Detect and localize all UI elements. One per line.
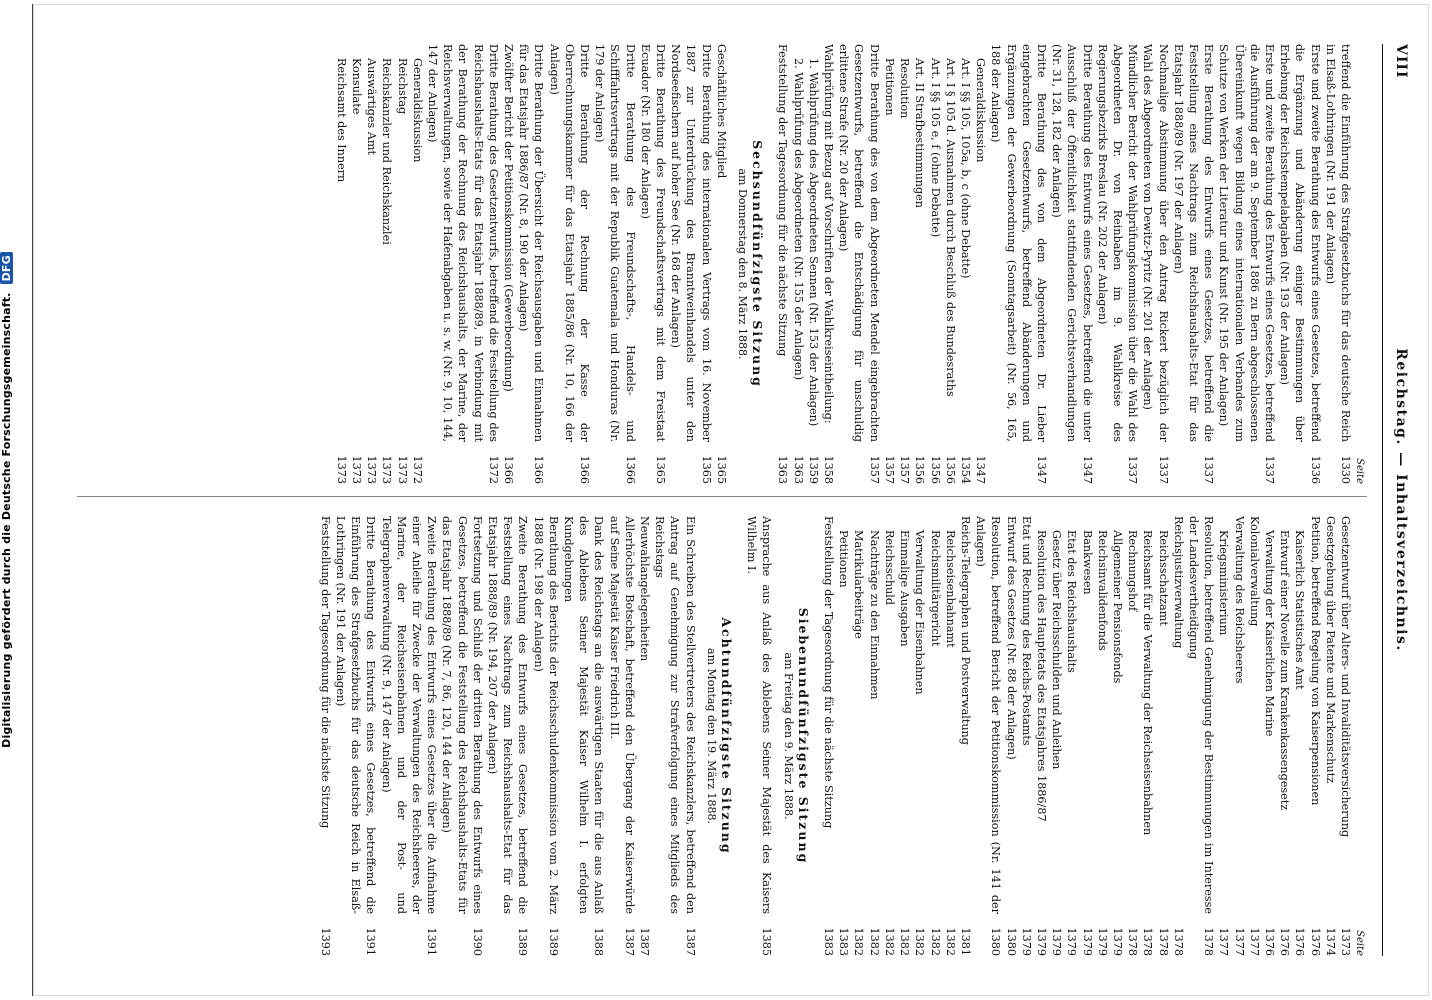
toc-entry[interactable] <box>501 44 516 484</box>
toc-page-number: 1374 <box>1323 927 1337 956</box>
toc-entry[interactable] <box>806 44 821 484</box>
toc-entry[interactable] <box>318 516 333 956</box>
toc-page-number: 1357 <box>867 455 881 484</box>
toc-page-number: 1365 <box>654 455 668 484</box>
toc-entry-text: Matrikularbeiträge <box>852 530 866 639</box>
toc-entry-text: Reichstag <box>395 58 409 115</box>
toc-entry-text: Kolonialverwaltung <box>1247 516 1261 627</box>
toc-page-number: 1373 <box>350 455 363 484</box>
toc-entry[interactable] <box>364 44 379 484</box>
toc-page-number: 1393 <box>318 927 332 956</box>
toc-entry[interactable] <box>1003 516 1018 956</box>
toc-entry-text: Dritte Berathung des Freundschafts-, Handels- und Schifffahrtsvertrags mit der Republik Guatemala und Honduras (Nr. 179 der Anlagen) <box>593 44 637 442</box>
toc-entry-text: Dritte Berathung der Rechnung der Kasse der Oberrechnungskammer für das Etatsjahr 1885/86 (Nr. 10, 166 der Anlagen) <box>547 44 592 442</box>
toc-entry[interactable] <box>425 44 501 484</box>
toc-entry-text: Reichsmilitärgericht <box>928 530 942 647</box>
toc-entry[interactable] <box>1247 516 1262 956</box>
toc-page-number: 1347 <box>1080 455 1094 484</box>
session-date: am Freitag den 9. März 1888. <box>781 652 795 820</box>
toc-page-number: 1337 <box>1202 455 1216 484</box>
toc-entry[interactable] <box>485 516 531 956</box>
toc-entry-text: Reichsschatzamt <box>1156 530 1170 626</box>
toc-page-number: 1379 <box>1080 927 1094 956</box>
toc-page-number: 1382 <box>852 927 866 956</box>
toc-entry-text: Etat des Reichshaushalts <box>1065 530 1079 673</box>
toc-entry[interactable] <box>1140 44 1170 484</box>
toc-entry[interactable] <box>378 516 439 956</box>
toc-page-number: 1380 <box>989 927 1003 956</box>
toc-entry[interactable] <box>897 44 912 484</box>
toc-page-number: 1363 <box>791 455 805 484</box>
toc-page-number: 1382 <box>867 927 881 956</box>
toc-page-number: 1376 <box>1278 927 1292 956</box>
toc-page-number: 1376 <box>1262 927 1276 956</box>
toc-entry-text: Erste und zweite Berathung des Entwurfs eines Gesetzes, betreffend die Ausführung der am 9. September 1886 zu Bern abgeschlossenen Übereinkunft wegen Bildung eines internationalen Verbandes zum Schutze von Werken der Literatur und Kunst (Nr. 195 der Anlagen) <box>1217 44 1276 442</box>
toc-entry[interactable] <box>1292 516 1307 956</box>
toc-entry-text: Wahlprüfung mit Bezug auf Vorschriften der Wahlkreiseintheilung: <box>822 44 836 424</box>
toc-entry[interactable] <box>394 44 409 484</box>
toc-entry[interactable] <box>1110 516 1125 956</box>
toc-entry[interactable] <box>958 516 973 956</box>
toc-entry[interactable] <box>1064 516 1079 956</box>
toc-entry[interactable] <box>637 516 652 956</box>
session-heading: Sechsundfünfzigste Sitzung <box>750 140 766 388</box>
toc-page-number: 1379 <box>1019 927 1033 956</box>
toc-entry-text: Dritte Berathung der Übersicht der Reichsausgaben und Einnahmen für das Etatsjahr 1886/87 (Nr. 8, 190 der Anlagen) <box>517 44 546 442</box>
toc-entry-text: Verwaltung der Eisenbahnen <box>913 530 927 695</box>
scanned-sheet <box>32 4 1429 996</box>
toc-page-number: 1379 <box>1110 927 1124 956</box>
toc-entry[interactable] <box>561 516 607 956</box>
toc-page-number: 1372 <box>410 455 424 484</box>
toc-entry[interactable] <box>836 44 882 484</box>
toc-entry-text: Allgemeiner Pensionsfonds <box>1110 530 1124 684</box>
toc-page-number: 1379 <box>1065 927 1079 956</box>
toc-page-number: 1377 <box>1247 927 1261 956</box>
toc-entry[interactable] <box>882 516 897 956</box>
toc-entry-text: Reichsschuld <box>882 530 896 605</box>
toc-page-number: 1336 <box>1308 455 1322 484</box>
toc-entry[interactable] <box>333 516 379 956</box>
session-date: am Donnerstag den 8. März 1888. <box>736 168 750 360</box>
toc-entry-text: Dritte Berathung des internationalen Vertrags vom 16. November 1887 zur Unterdrückung des Branntweinhandels unter den Nordseefischern auf hoher See (Nr. 168 der Anlagen) <box>669 44 713 442</box>
toc-entry-text: Feststellung der Tagesordnung für die nächste Sitzung <box>822 516 836 829</box>
toc-entry[interactable] <box>530 516 560 956</box>
toc-entry[interactable] <box>349 44 364 484</box>
toc-entry[interactable] <box>897 516 912 956</box>
toc-entry[interactable] <box>867 516 882 956</box>
toc-page-number: 1359 <box>806 455 820 484</box>
toc-page-number: 1356 <box>913 455 927 484</box>
toc-entry-text: Neuwahlangelegenheiten <box>638 516 652 662</box>
toc-entry[interactable] <box>1079 516 1094 956</box>
toc-entry-text: Dritte Berathung des von dem Abgeordneten Mendel eingebrachten Gesetzentwurfs, betreffend die Entschädigung für unschuldig erlittene Strafe (Nr. 20 der Anlagen) <box>837 44 881 442</box>
scan-margin <box>0 0 36 1000</box>
toc-entry-text: Bankwesen <box>1080 530 1094 595</box>
toc-entry[interactable] <box>775 44 790 484</box>
toc-page-number: 1376 <box>1293 927 1307 956</box>
toc-page-number: 1387 <box>638 927 652 956</box>
toc-entry-text: Art. I §§ 105, 105a, b, c (ohne Debatte) <box>958 58 972 279</box>
toc-entry[interactable] <box>439 516 485 956</box>
toc-page-number: 1347 <box>1034 455 1048 484</box>
toc-entry[interactable] <box>912 44 927 484</box>
toc-page-number: 1378 <box>1126 927 1140 956</box>
toc-page-number: 1385 <box>760 927 774 956</box>
toc-page-number: 1337 <box>1156 455 1170 484</box>
toc-entry[interactable] <box>1277 516 1292 956</box>
toc-entry-text: Resolution <box>898 58 912 119</box>
toc-entry-text: Reichsamt des Innern <box>334 58 348 183</box>
toc-entry[interactable] <box>652 516 698 956</box>
session-heading: Achtundfünfzigste Sitzung <box>719 617 735 855</box>
session-heading: Siebenundfünfzigste Sitzung <box>795 607 811 865</box>
toc-page-number: 1366 <box>532 455 546 484</box>
left-column <box>77 44 1367 484</box>
seite-label: Seite <box>1354 458 1365 484</box>
toc-entry-text: Feststellung der Tagesordnung für die nächste Sitzung <box>318 516 332 829</box>
toc-page-number: 1379 <box>1034 927 1048 956</box>
toc-entry-text: Kriegsministerium <box>1217 530 1231 636</box>
toc-entry-text: Generaldiskussion <box>974 58 988 163</box>
toc-page-number: 1376 <box>1308 927 1322 956</box>
toc-entry-text: Zweite Berathung des Entwurfs eines Gesetzes, betreffend die Feststellung eines Nachtrags zum Reichshaushalts-Etat für das Etatsjahr 1888/89 (Nr. 194, 207 der Anlagen) <box>486 516 530 914</box>
toc-entry-text: Reichsjustizverwaltung <box>1171 516 1185 649</box>
toc-page-number: 1366 <box>623 455 637 484</box>
toc-entry-text: Kaiserlich Statistisches Amt <box>1293 530 1307 690</box>
toc-entry-text: Fortsetzung und Schluß der dritten Berathung des Entwurfs eines Gesetzes, betreffend die Feststellung des Reichshaushalts-Etats für das Etatsjahr 1888/89 (Nr. 7, 86, 120, 144 der Anlagen) <box>440 516 484 914</box>
toc-page-number: 1356 <box>928 455 942 484</box>
toc-entry-text: 1. Wahlprüfung des Abgeordneten Sennen (Nr. 153 der Anlagen) <box>806 58 820 427</box>
toc-entry[interactable] <box>927 44 942 484</box>
toc-page-number: 1391 <box>364 927 378 956</box>
toc-entry[interactable] <box>836 516 851 956</box>
toc-page-number: 1366 <box>578 455 592 484</box>
toc-page-number: 1372 <box>486 455 500 484</box>
toc-entry-text: Einmalige Ausgaben <box>898 530 912 647</box>
toc-page-number: 1373 <box>334 455 348 484</box>
toc-entry[interactable] <box>410 44 425 484</box>
toc-page-number: 1381 <box>958 927 972 956</box>
toc-entry[interactable] <box>1323 44 1353 484</box>
toc-page-number: 1357 <box>882 455 896 484</box>
toc-entry-text: Nochmalige Abstimmung über den Antrag Rickert bezüglich der Wahl des Abgeordneten von Dewitz-Pyritz (Nr. 201 der Anlagen) <box>1141 44 1170 442</box>
toc-entry-text: Gesetzentwurf über Alters- und Invaliditätsversicherung <box>1339 516 1352 838</box>
toc-page-number: 1337 <box>1126 455 1140 484</box>
toc-entry-text: Erste Berathung des Entwurfs eines Gesetzes, betreffend die Feststellung eines Nachtrags zum Reichshaushalts-Etat für das Etatsjahr 1888/89 (Nr. 197 der Anlagen) <box>1171 44 1216 442</box>
toc-entry[interactable] <box>606 516 636 956</box>
toc-page-number: 1373 <box>395 455 409 484</box>
toc-page-number: 1382 <box>882 927 896 956</box>
toc-entry-text: Mündlicher Bericht der Wahlprüfungskommission über die Wahl des Abgeordneten Dr. von Reinbaben im 9. Wahlkreise des Regierungsbezirks Breslau (Nr. 202 der Anlagen) <box>1095 44 1140 442</box>
toc-entry[interactable] <box>912 516 927 956</box>
toc-page-number: 1365 <box>699 455 713 484</box>
toc-entry[interactable] <box>1186 516 1216 956</box>
toc-entry[interactable] <box>1277 44 1323 484</box>
toc-page-number: 1357 <box>898 455 912 484</box>
digitization-credit <box>0 20 20 980</box>
toc-page-number: 1389 <box>516 927 530 956</box>
toc-entry[interactable] <box>714 44 729 484</box>
toc-entry[interactable] <box>821 44 836 484</box>
toc-entry-text: Zwölfter Bericht der Petitionskommission (Gewerbeordnung) <box>502 44 516 392</box>
column-divider <box>77 496 1367 497</box>
toc-entry-text: Dritte Berathung des Entwurfs eines Gesetzes, betreffend die Einführung des Strafgesetzbuchs für das deutsche Reich in Elsaß-Lothringen (Nr. 191 der Anlagen) <box>334 516 378 914</box>
toc-entry[interactable] <box>516 44 546 484</box>
dfg-logo: DFG <box>0 252 13 284</box>
toc-entry[interactable] <box>1095 44 1141 484</box>
toc-entry-text: Etat und Rechnung des Reichs-Postamts <box>1019 516 1033 746</box>
toc-entry-text: Dritte Berathung des Gesetzentwurfs, betreffend die Feststellung des Reichshaushalts-Etats für das Etatsjahr 1888/89, in Verbindung mit der Berathung der Rechnung des Reichshaushalts, der Marine, der Reichsverwaltungen, sowie der Hafenabgaben u. s. w. (Nr. 9, 10, 144, 147 der Anlagen) <box>426 44 500 442</box>
toc-entry[interactable] <box>958 44 973 484</box>
toc-page-number: 1379 <box>1050 927 1064 956</box>
toc-entry-text: 2. Wahlprüfung des Abgeordneten (Nr. 155 der Anlagen) <box>791 58 805 381</box>
toc-entry[interactable] <box>1019 516 1034 956</box>
toc-page-number: 1373 <box>380 455 394 484</box>
toc-entry-text: Resolution des Hauptetats des Etatsjahres 1886/87 <box>1034 530 1048 822</box>
toc-page-number: 1358 <box>822 455 836 484</box>
toc-entry[interactable] <box>790 44 805 484</box>
toc-page-number: 1387 <box>622 927 636 956</box>
toc-entry-text: Reichskanzler und Reichskanzlei <box>380 58 394 245</box>
toc-entry[interactable] <box>1049 516 1064 956</box>
toc-page-number: 1347 <box>974 455 988 484</box>
toc-page-number: 1363 <box>776 455 790 484</box>
toc-entry[interactable] <box>744 516 774 956</box>
toc-entry[interactable] <box>943 516 958 956</box>
toc-entry[interactable] <box>1049 44 1095 484</box>
toc-entry-text: Ansprache aus Anlaß des Ablebens Seiner Majestät des Kaisers Wilhelm I. <box>745 516 774 914</box>
toc-entry[interactable] <box>1171 516 1186 956</box>
toc-entry[interactable] <box>379 44 394 484</box>
toc-entry-text: Reichsinvalidenfonds <box>1095 530 1109 651</box>
toc-page-number: 1380 <box>1004 927 1018 956</box>
toc-entry-text: Dank des Reichstags an die auswärtigen Staaten für die aus Anlaß des Ablebens Seiner Majestät Kaiser Wilhelm I. erfolgten Kundgebungen <box>562 516 606 914</box>
toc-page-number: 1354 <box>958 455 972 484</box>
toc-entry-text: Nachträge zu den Einnahmen <box>867 530 881 700</box>
toc-entry-text: Art. I § 105 d. Ausnahmen durch Beschluß des Bundesraths <box>943 58 957 397</box>
toc-entry-text: Resolution, betreffend Bericht der Petitionskommission (Nr. 141 der Anlagen) <box>974 516 1003 914</box>
toc-entry[interactable] <box>1216 516 1231 956</box>
toc-page-number: 1377 <box>1217 927 1231 956</box>
toc-entry-text: Entwurf einer Novelle zum Krankenkassengesetz <box>1278 530 1292 811</box>
toc-entry-text: Dritte Berathung des Freundschaftsvertrags mit dem Freistaat Ecuador (Nr. 180 der Anlagen) <box>638 44 668 442</box>
toc-entry-text: Reichs-Telegraphen und Postverwaltung <box>958 516 972 745</box>
toc-entry-text: Konsulate <box>350 58 363 115</box>
toc-page-number: 1378 <box>1141 927 1155 956</box>
toc-entry[interactable] <box>668 44 714 484</box>
toc-entry[interactable] <box>1095 516 1110 956</box>
toc-page-number: 1389 <box>546 927 560 956</box>
toc-entry-text: Geschäftliches Mitglied <box>714 44 728 179</box>
toc-entry[interactable] <box>638 44 668 484</box>
toc-page-number: 1382 <box>928 927 942 956</box>
toc-entry[interactable] <box>334 44 349 484</box>
toc-page-number: 1373 <box>365 455 379 484</box>
toc-entry[interactable] <box>546 44 592 484</box>
right-column <box>77 516 1367 956</box>
toc-entry[interactable] <box>973 516 1003 956</box>
page-header <box>1382 44 1413 956</box>
toc-entry[interactable] <box>1262 516 1277 956</box>
toc-page-number: 1390 <box>470 927 484 956</box>
toc-entry[interactable] <box>1216 44 1277 484</box>
toc-entry-text: Allerhöchste Botschaft, betreffend den Übergang der Kaiserwürde auf Seine Majestät Kaiser Friedrich III. <box>607 516 636 914</box>
toc-page-number: 1382 <box>943 927 957 956</box>
toc-entry[interactable] <box>1307 516 1322 956</box>
toc-entry-text: Petitionen <box>837 530 851 588</box>
page-number: VIII <box>1393 44 1409 79</box>
toc-page-number: 1365 <box>714 455 728 484</box>
toc-entry[interactable] <box>1140 516 1155 956</box>
toc-entry-text: Auswärtiges Amt <box>365 58 379 155</box>
toc-entry-text: Entwurf des Gesetzes (Nr. 88 der Anlagen) <box>1004 516 1018 760</box>
toc-entry-text: Petitionen <box>882 58 896 116</box>
toc-entry[interactable] <box>943 44 958 484</box>
toc-entry[interactable] <box>1155 516 1170 956</box>
toc-entry[interactable] <box>988 44 1049 484</box>
toc-entry-text: Gesetzgebung über Patente und Markenschutz <box>1323 516 1337 783</box>
toc-page-number: 1377 <box>1232 927 1246 956</box>
toc-entry[interactable] <box>1338 516 1353 956</box>
toc-page-number: 1378 <box>1171 927 1185 956</box>
toc-entry[interactable] <box>882 44 897 484</box>
page-title: Reichstag. — Inhaltsverzeichnis. <box>1393 348 1409 652</box>
toc-entry[interactable] <box>592 44 638 484</box>
toc-entry[interactable] <box>927 516 942 956</box>
toc-entry-text: Art. I §§ 105 e, f (ohne Debatte) <box>928 58 942 238</box>
toc-entry[interactable] <box>1323 516 1338 956</box>
toc-entry-text: Resolution, betreffend Genehmigung der Bestimmungen im Interesse der Landesvertheidigung <box>1186 516 1216 914</box>
toc-entry-text: Berathung des Berichts der Reichsschuldenkommission vom 2. März 1888 (Nr. 198 der Anlagen) <box>531 516 560 914</box>
toc-entry-text: Ein Schreiben des Stellvertreters des Reichskanzlers, betreffend den Antrag auf Genehmigung zur Strafverfolgung eines Mitglieds des Reichstags <box>653 516 697 914</box>
toc-page-number: 1382 <box>913 927 927 956</box>
toc-entry-text: Petition, betreffend Regelung von Kaiserpensionen <box>1308 516 1322 806</box>
toc-page-number: 1391 <box>425 927 439 956</box>
toc-page-number: 1378 <box>1202 927 1216 956</box>
toc-entry-text: Gesetz über Reichsschulden und Anleihen <box>1050 530 1064 770</box>
toc-entry-text: Zweite Berathung des Entwurfs eines Gesetzes über die Aufnahme einer Anleihe für Zwecke der Verwaltungen des Reichsheeres, der Marine, der Reichseisenbahnen und der Post- und Telegraphenverwaltung (Nr. 9, 147 der Anlagen) <box>379 516 439 914</box>
seite-label: Seite <box>1354 930 1365 956</box>
toc-page-number: 1378 <box>1156 927 1170 956</box>
toc-entry-text: Feststellung der Tagesordnung für die nächste Sitzung <box>776 44 790 357</box>
credit-text: Digitalisierung gefördert durch die Deutsche Forschungsgemeinschaft. <box>0 292 13 748</box>
toc-entry-text: Reichsamt für die Verwaltung der Reichseisenbahnen <box>1141 530 1155 836</box>
toc-entry-text: Generaldiskussion <box>410 58 424 163</box>
toc-entry[interactable] <box>1231 516 1246 956</box>
toc-page-number: 1383 <box>837 927 851 956</box>
toc-entry-text: treffend die Einführung des Strafgesetzbuchs für das deutsche Reich in Elsaß-Lothringen (Nr. 191 der Anlagen) <box>1323 44 1352 442</box>
rotated-page <box>33 4 1429 996</box>
toc-entry-text: Art. II Strafbestimmungen <box>913 58 927 208</box>
toc-entry[interactable] <box>1171 44 1217 484</box>
toc-page-number: 1383 <box>822 927 836 956</box>
toc-entry[interactable] <box>973 44 988 484</box>
toc-page-number: 1330 <box>1339 455 1352 484</box>
toc-entry-text: Verwaltung der Kaiserlichen Marine <box>1262 530 1276 737</box>
toc-entry-text: Reichseisenbahnamt <box>943 530 957 648</box>
toc-entry-text: Erste und zweite Berathung des Entwurfs eines Gesetzes, betreffend die Ergänzung und Abänderung einiger Bestimmungen über Erhebung der Reichsstempelabgaben (Nr. 193 der Anlagen) <box>1278 44 1322 442</box>
toc-page-number: 1373 <box>1339 927 1352 956</box>
toc-page-number: 1379 <box>1095 927 1109 956</box>
toc-entry-text: Verwaltung des Reichsheeres <box>1232 516 1246 684</box>
toc-entry[interactable] <box>1034 516 1049 956</box>
toc-entry[interactable] <box>821 516 836 956</box>
toc-page-number: 1337 <box>1262 455 1276 484</box>
toc-page-number: 1356 <box>943 455 957 484</box>
toc-page-number: 1366 <box>502 455 516 484</box>
toc-page-number: 1387 <box>683 927 697 956</box>
toc-entry-text: Dritte Berathung des Entwurfs eines Gesetzes, betreffend die unter Ausschluß der Öffentlichkeit stattfindenden Gerichtsverhandlungen (Nr. 31, 128, 182 der Anlagen) <box>1050 44 1094 442</box>
toc-entry-text: Dritte Berathung des von dem Abgeordneten Dr. Lieber eingebrachten Gesetzentwurfs, betreffend Abänderungen und Ergänzungen der Gewerbeordnung (Sonntagsarbeit) (Nr. 56, 165, 188 der Anlagen) <box>989 44 1048 442</box>
toc-entry-text: Rechnungshof <box>1126 530 1140 612</box>
toc-entry[interactable] <box>851 516 866 956</box>
toc-page-number: 1382 <box>898 927 912 956</box>
session-date: am Montag den 19. März 1888. <box>704 648 718 824</box>
toc-entry[interactable] <box>1125 516 1140 956</box>
toc-page-number: 1388 <box>592 927 606 956</box>
